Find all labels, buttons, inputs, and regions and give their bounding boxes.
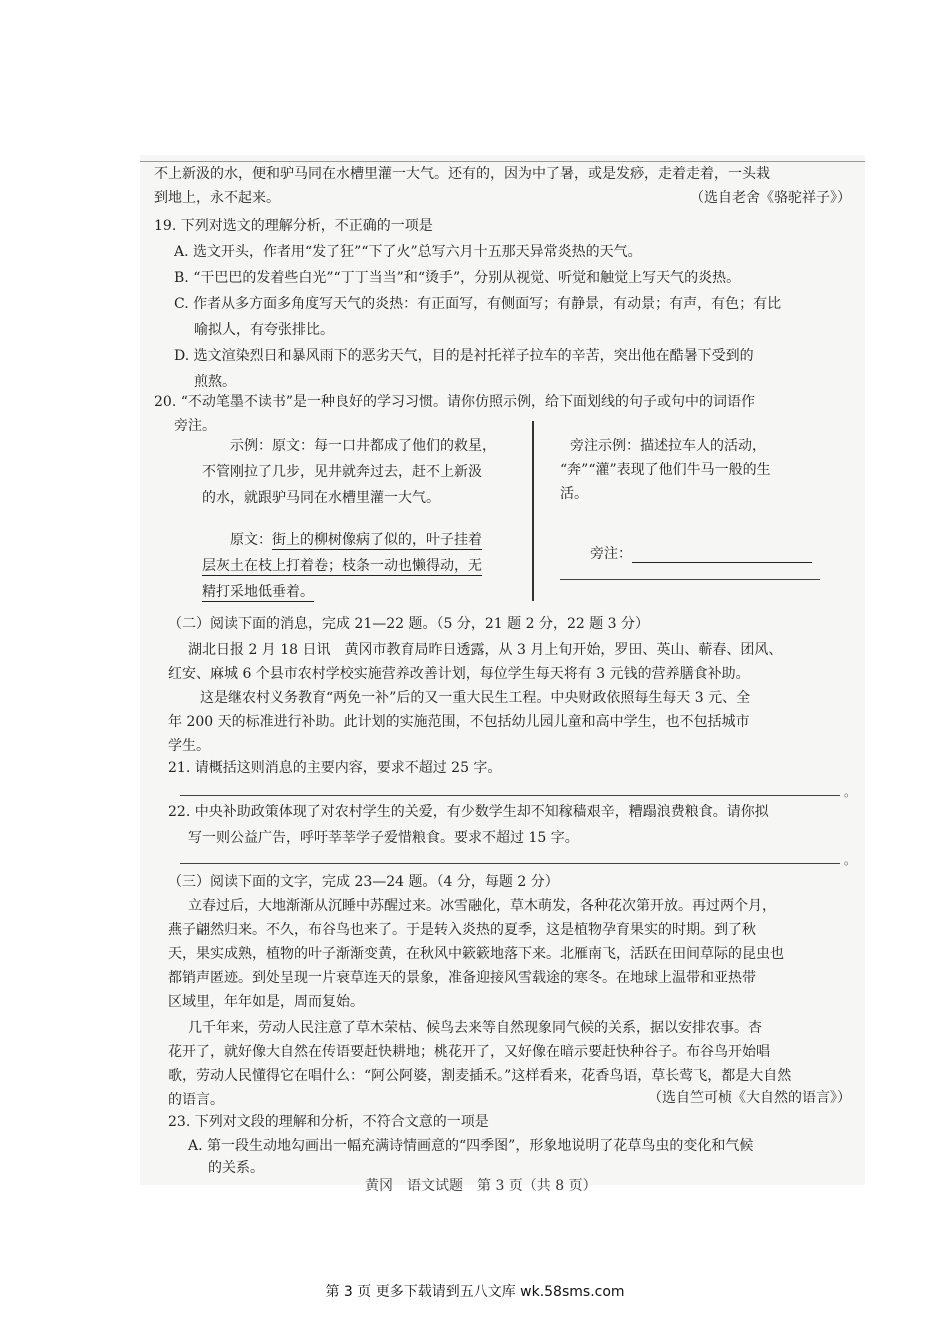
option-b: B. “干巴巴的发着些白光”“丁丁当当”和“烫手”，分别从视觉、听觉和触觉上写天气的炎热。 (174, 270, 741, 286)
underlined-original (202, 557, 482, 575)
annotation-blank[interactable] (632, 548, 812, 563)
annotation-divider (532, 421, 534, 601)
annotation-answer (590, 545, 812, 563)
top-rule (140, 161, 865, 162)
answer-line-21[interactable] (180, 795, 840, 796)
passage-source: （选自老舍《骆驼祥子》） (690, 190, 851, 206)
passage-line: 到地上，永不起来。 (154, 190, 280, 206)
question-23: 23. 下列对文段的理解和分析，不符合文意的一项是 (168, 1114, 489, 1130)
example-annotation: “奔”“灌”表现了他们牛马一般的生 (560, 462, 771, 478)
question-22: 22. 中央补助政策体现了对农村学生的关爱，有少数学生却不知稼穑艰辛，糟蹋浪费粮食。请你拟 (168, 804, 769, 820)
question-19-stem: 19. 下列对选文的理解分析，不正确的一项是 (154, 218, 433, 234)
download-footer: 第 3 页 更多下载请到五八文库 wk.58sms.com (325, 1284, 625, 1300)
option-d-cont: 煎熬。 (194, 374, 236, 390)
example-original: 示例：原文：每一口井都成了他们的救星， (230, 438, 496, 454)
passage-line: 不上新汲的水，便和驴马同在水槽里灌一大气。还有的，因为中了暑，或是发痧，走着走着，一头栽 (154, 166, 770, 182)
underlined-sentence: 精打采地低垂着。 (202, 584, 314, 600)
example-original: 不管刚拉了几步，见井就奔过去，赶不上新汲 (202, 464, 482, 480)
question-20-stem: 20. “不动笔墨不读书”是一种良好的学习习惯。请你仿照示例，给下面划线的句子或句中的词语作 (154, 394, 756, 410)
answer-period: 。 (844, 785, 857, 799)
answer-period: 。 (844, 853, 857, 867)
news-paragraph: 湖北日报 2 月 18 日讯 黄冈市教育局昨日透露，从 3 月上旬开始，罗田、英山、蕲春、团风、 (188, 642, 783, 658)
underlined-original (230, 531, 482, 549)
essay-paragraph: 花开了，就好像大自然在传语要赶快耕地；桃花开了，又好像在暗示要赶快种谷子。布谷鸟开始唱 (168, 1044, 770, 1060)
example-annotation: 活。 (560, 486, 588, 502)
option-c-cont: 喻拟人，有夸张排比。 (194, 322, 334, 338)
essay-paragraph: 燕子翩然归来。不久，布谷鸟也来了。于是转入炎热的夏季，这是植物孕育果实的时期。到了秋 (168, 922, 756, 938)
essay-paragraph: 立春过后，大地渐渐从沉睡中苏醒过来。冰雪融化，草木萌发，各种花次第开放。再过两个月， (188, 898, 776, 914)
q23-option-a-cont: 的关系。 (208, 1160, 264, 1176)
news-paragraph: 年 200 天的标准进行补助。此计划的实施范围，不包括幼儿园儿童和高中学生，也不包括城市 (168, 714, 750, 730)
news-paragraph: 学生。 (168, 738, 210, 754)
underlined-sentence: 街上的柳树像病了似的，叶子挂着 (272, 532, 482, 548)
essay-paragraph: 区域里，年年如是，周而复始。 (168, 994, 364, 1010)
q23-option-a: A. 第一段生动地勾画出一幅充满诗情画意的“四季图”，形象地说明了花草鸟虫的变化和气候 (188, 1138, 754, 1154)
section-2-heading: （二）阅读下面的消息，完成 21—22 题。（5 分，21 题 2 分，22 题 3 分） (168, 616, 650, 632)
annotation-label: 旁注： (590, 546, 632, 562)
essay-paragraph: 天，果实成熟，植物的叶子渐渐变黄，在秋风中簌簌地落下来。北雁南飞，活跃在田间草际的昆虫也 (168, 946, 784, 962)
answer-line-22[interactable] (180, 863, 840, 864)
news-paragraph: 红安、麻城 6 个县市农村学校实施营养改善计划，每位学生每天将有 3 元钱的营养膳食补助。 (168, 666, 750, 682)
page-footer-cutoff: 黄冈 语文试题 第 3 页（共 8 页） (365, 1178, 597, 1194)
option-c: C. 作者从多方面多角度写天气的炎热：有正面写，有侧面写；有静景，有动景；有声，有色；有比 (174, 296, 782, 312)
news-paragraph: 这是继农村义务教育“两免一补”后的又一重大民生工程。中央财政依照每生每天 3 元、全 (200, 690, 751, 706)
question-22-cont: 写一则公益广告，呼吁莘莘学子爱惜粮食。要求不超过 15 字。 (188, 830, 579, 846)
underlined-sentence: 层灰土在枝上打着卷；枝条一动也懒得动，无 (202, 558, 482, 574)
question-21: 21. 请概括这则消息的主要内容，要求不超过 25 字。 (168, 760, 502, 776)
essay-paragraph: 的语言。 (168, 1092, 224, 1108)
section-3-heading: （三）阅读下面的文字，完成 23—24 题。（4 分，每题 2 分） (168, 874, 559, 890)
essay-paragraph: 都销声匿迹。到处呈现一片衰草连天的景象，准备迎接风雪载途的寒冬。在地球上温带和亚热带 (168, 970, 756, 986)
option-d: D. 选文渲染烈日和暴风雨下的恶劣天气，目的是衬托祥子拉车的辛苦，突出他在酷暑下受到的 (174, 348, 754, 364)
question-20-stem-cont: 旁注。 (174, 418, 216, 434)
annotation-blank-line[interactable] (560, 579, 820, 580)
essay-paragraph: 歌，劳动人民懂得它在唱什么：“阿公阿婆，割麦插禾。”这样看来，花香鸟语，草长莺飞，都是大自然 (168, 1068, 792, 1084)
essay-paragraph: 几千年来，劳动人民注意了草木荣枯、候鸟去来等自然现象同气候的关系，据以安排农事。杏 (188, 1020, 762, 1036)
underlined-original (202, 583, 314, 601)
original-label: 原文： (230, 532, 272, 548)
scanned-page (140, 155, 865, 1194)
example-annotation: 旁注示例：描述拉车人的活动， (570, 438, 766, 454)
essay-source: （选自竺可桢《大自然的语言》） (648, 1090, 851, 1106)
option-a: A. 选文开头，作者用“发了狂”“下了火”总写六月十五那天异常炎热的天气。 (174, 244, 642, 260)
example-original: 的水，就跟驴马同在水槽里灌一大气。 (202, 490, 440, 506)
